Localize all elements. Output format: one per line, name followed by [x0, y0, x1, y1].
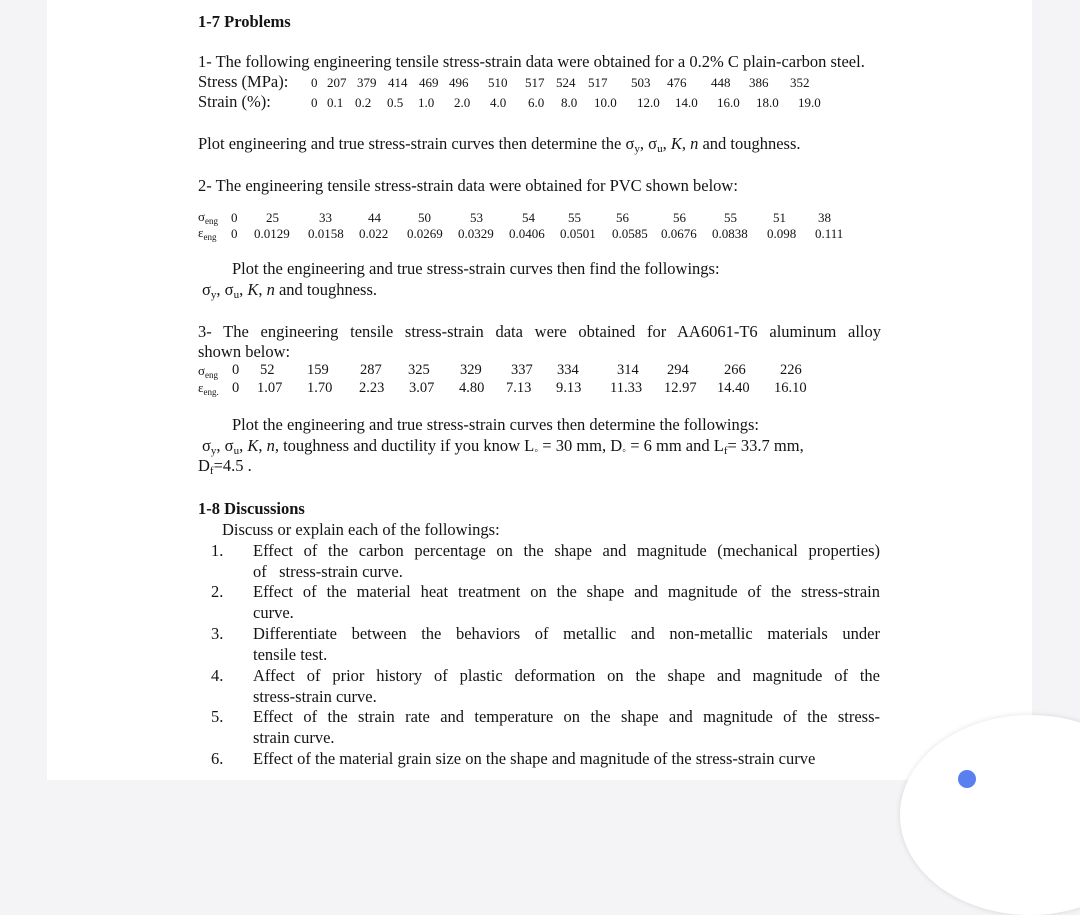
sigma-value: 38 [818, 210, 831, 225]
lf-subscript: f [723, 445, 728, 457]
sigma-value: 0 [231, 210, 238, 225]
sigma-eng-label: $\sigma_{eng}$ [198, 363, 219, 380]
stress-values-row [0, 75, 1080, 93]
sigma-value: 266 [724, 362, 746, 378]
sigma-value: 159 [307, 362, 329, 378]
stress-label: Stress (MPa): [198, 72, 289, 91]
sigma-value: 53 [470, 210, 483, 225]
strain-value: 8.0 [561, 95, 578, 110]
strain-value: 1.0 [418, 95, 435, 110]
problem1-task-text: Plot engineering and true stress-strain curves then determine the [198, 134, 626, 153]
strain-value: 0.0838 [712, 226, 748, 241]
stress-value: 352 [790, 75, 810, 90]
stress-value: 524 [556, 75, 576, 90]
stress-value: 496 [449, 75, 469, 90]
strain-value: 0.1 [327, 95, 344, 110]
l0-value: = 30 mm, D [538, 436, 623, 455]
sigma-value: 51 [773, 210, 786, 225]
list-item-continuation: strain curve. [253, 728, 335, 747]
strain-value: 1.70 [307, 380, 333, 396]
sigma-value: 0 [232, 362, 240, 378]
sigma-value: 294 [667, 362, 689, 378]
list-item-number: 5. [211, 707, 224, 726]
strain-value: 1.07 [257, 380, 283, 396]
strain-value: 0.5 [387, 95, 404, 110]
sigma-value: 25 [266, 210, 279, 225]
problem3-task-text: toughness and ductility if you know L [278, 436, 535, 455]
d0-subscript: ◦ [622, 445, 627, 457]
l0-subscript: ◦ [534, 445, 539, 457]
sigma-u-symbol: $\sigma_u$ [224, 436, 240, 457]
strain-value: 12.0 [637, 95, 660, 110]
strain-value: 0.2 [355, 95, 372, 110]
problem2-intro: 2- The engineering tensile stress-strain data were obtained for PVC shown below: [198, 176, 738, 195]
eps-eng-label: $\varepsilon_{eng.}$ [198, 380, 219, 397]
problem3-intro-line1: 3- The engineering tensile stress-strain data were obtained for AA6061-T6 aluminum alloy [198, 322, 881, 341]
sigma-value: 226 [780, 362, 802, 378]
strain-value: 0.0158 [308, 226, 344, 241]
strain-value: 2.23 [359, 380, 385, 396]
pvc-eps-row [0, 226, 1080, 244]
problem2-task-line2: $\sigma_y$, $\sigma_u$, K, n and toughness. [202, 280, 378, 301]
list-item-continuation: curve. [253, 603, 294, 622]
list-item-number: 1. [211, 541, 224, 560]
sigma-value: 52 [260, 362, 275, 378]
strain-value: 7.13 [506, 380, 532, 396]
list-item-number: 6. [211, 749, 224, 768]
eps-eng-label: $\varepsilon_{eng}$ [198, 225, 217, 242]
sigma-value: 54 [522, 210, 535, 225]
stress-value: 386 [749, 75, 769, 90]
problem1-intro: 1- The following engineering tensile stress-strain data were obtained for a 0.2% C plain-carbon steel. [198, 52, 865, 71]
strain-value: 12.97 [664, 380, 697, 396]
problem3-task-line3: $D_f=4.5$ . [198, 456, 252, 477]
sigma-value: 337 [511, 362, 533, 378]
sigma-value: 314 [617, 362, 639, 378]
sigma-value: 55 [568, 210, 581, 225]
sigma-value: 44 [368, 210, 381, 225]
stress-value: 448 [711, 75, 731, 90]
strain-value: 18.0 [756, 95, 779, 110]
stress-value: 0 [311, 75, 318, 90]
problem1-task: Plot engineering and true stress-strain curves then determine the $\sigma_y$, $\sigma_u$, K, n and toughness. [198, 134, 801, 155]
strain-value: 0.098 [767, 226, 797, 241]
k-symbol: K [670, 134, 682, 153]
df-value: =4.5 . [213, 456, 252, 475]
k-symbol: K [247, 280, 259, 299]
aa6061-eps-row [0, 380, 1080, 398]
sigma-value: 334 [557, 362, 579, 378]
stress-value: 379 [357, 75, 377, 90]
problem2-task-line1: Plot the engineering and true stress-strain curves then find the followings: [232, 259, 720, 278]
strain-value: 19.0 [798, 95, 821, 110]
df-subscript: f [209, 465, 214, 477]
problem3-task-line2: $\sigma_y$, $\sigma_u$, K, n, toughness and ductility if you know $L_◦ = 30$ mm, $D_◦ = 6$ mm and $L_f= 33.7$ mm, [202, 436, 804, 457]
strain-value: 0 [231, 226, 238, 241]
list-item-continuation: of stress-strain curve. [253, 562, 403, 581]
discussions-heading: 1-8 Discussions [198, 499, 305, 518]
strain-value: 0.0501 [560, 226, 596, 241]
n-symbol: n [266, 280, 275, 299]
strain-value: 16.0 [717, 95, 740, 110]
sigma-value: 55 [724, 210, 737, 225]
stress-value: 503 [631, 75, 651, 90]
stress-value: 517 [525, 75, 545, 90]
list-item: Effect of the strain rate and temperature on the shape and magnitude of the stress- [253, 707, 880, 726]
strain-value: 0.0329 [458, 226, 494, 241]
strain-value: 0.0676 [661, 226, 697, 241]
strain-values-row [0, 95, 1080, 113]
sigma-value: 33 [319, 210, 332, 225]
scroll-indicator-icon [958, 770, 976, 788]
stress-value: 207 [327, 75, 347, 90]
strain-value: 4.80 [459, 380, 485, 396]
strain-value: 11.33 [610, 380, 643, 396]
strain-value: 0 [232, 380, 240, 396]
d0-value: = 6 mm and L [626, 436, 724, 455]
problem1-task-tail: and toughness. [698, 134, 801, 153]
discussions-intro: Discuss or explain each of the followings: [222, 520, 500, 539]
stress-value: 517 [588, 75, 608, 90]
strain-value: 3.07 [409, 380, 435, 396]
sigma-value: 56 [616, 210, 629, 225]
list-item-number: 3. [211, 624, 224, 643]
strain-value: 4.0 [490, 95, 507, 110]
list-item: Differentiate between the behaviors of metallic and non-metallic materials under [253, 624, 880, 643]
problem3-task-line1: Plot the engineering and true stress-strain curves then determine the followings: [232, 415, 759, 434]
stress-value: 510 [488, 75, 508, 90]
strain-value: 0 [311, 95, 318, 110]
strain-value: 0.022 [359, 226, 389, 241]
sigma-eng-label: $\sigma_{eng}$ [198, 209, 219, 226]
list-item-continuation: stress-strain curve. [253, 687, 377, 706]
strain-value: 0.111 [815, 226, 844, 241]
sigma-value: 56 [673, 210, 686, 225]
strain-value: 2.0 [454, 95, 471, 110]
list-item: Affect of prior history of plastic deformation on the shape and magnitude of the [253, 666, 880, 685]
list-item: Effect of the material grain size on the shape and magnitude of the stress-strain curve [253, 749, 816, 768]
sigma-y-symbol: $\sigma_y$ [202, 436, 217, 457]
list-item-number: 2. [211, 582, 224, 601]
strain-value: 0.0269 [407, 226, 443, 241]
list-item-number: 4. [211, 666, 224, 685]
stress-value: 476 [667, 75, 687, 90]
k-symbol: K [247, 436, 259, 455]
sigma-value: 329 [460, 362, 482, 378]
n-symbol: n [690, 134, 699, 153]
sigma-value: 325 [408, 362, 430, 378]
list-item: Effect of the carbon percentage on the shape and magnitude (mechanical properties) [253, 541, 880, 560]
strain-value: 0.0129 [254, 226, 290, 241]
strain-value: 14.0 [675, 95, 698, 110]
stress-value: 469 [419, 75, 439, 90]
sigma-u-symbol: $\sigma_u$ [648, 134, 663, 155]
list-item: Effect of the material heat treatment on the shape and magnitude of the stress-strain [253, 582, 880, 601]
strain-value: 10.0 [594, 95, 617, 110]
problem3-intro-line2: shown below: [198, 342, 291, 361]
problems-heading: 1-7 Problems [198, 12, 291, 31]
n-symbol: n [266, 436, 275, 455]
aa6061-sigma-row [0, 362, 1080, 380]
strain-value: 0.0406 [509, 226, 545, 241]
stress-value: 414 [388, 75, 408, 90]
sigma-value: 50 [418, 210, 431, 225]
list-item-continuation: tensile test. [253, 645, 328, 664]
sigma-y-symbol: $\sigma_y$ [625, 134, 640, 155]
strain-value: 9.13 [556, 380, 582, 396]
sigma-y-symbol: $\sigma_y$ [202, 280, 217, 301]
strain-label: Strain (%): [198, 92, 271, 111]
strain-value: 6.0 [528, 95, 545, 110]
strain-value: 16.10 [774, 380, 807, 396]
problem2-task-tail: and toughness. [274, 280, 378, 299]
sigma-value: 287 [360, 362, 382, 378]
strain-value: 0.0585 [612, 226, 648, 241]
lf-value: = 33.7 mm, [727, 436, 804, 455]
sigma-u-symbol: $\sigma_u$ [224, 280, 240, 301]
strain-value: 14.40 [717, 380, 750, 396]
